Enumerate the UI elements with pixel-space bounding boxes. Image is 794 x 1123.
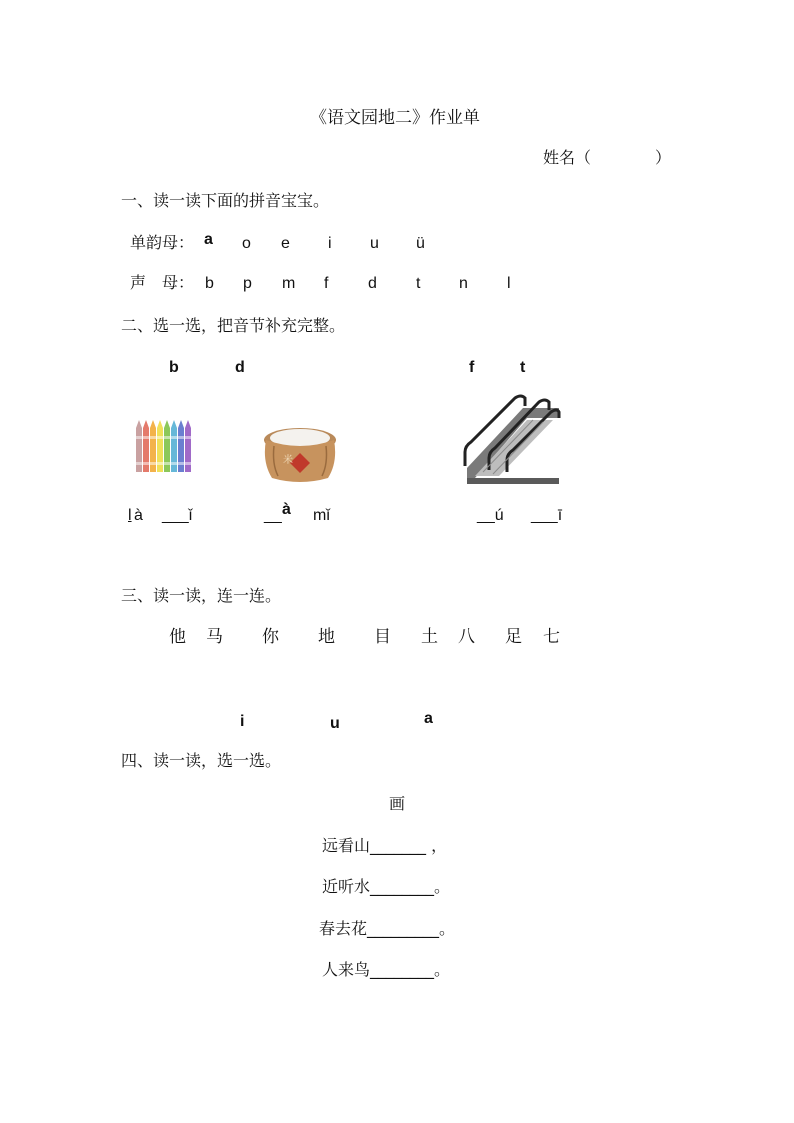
vowel-a: a (204, 231, 213, 248)
char-di: 地 (318, 627, 335, 647)
page-title: 《语文园地二》作业单 (310, 108, 480, 128)
char-ba: 八 (458, 627, 475, 647)
name-close: ） (655, 148, 672, 167)
consonant-n: n (459, 275, 468, 292)
blank-escalator-1[interactable]: __ú (477, 507, 504, 524)
name-label: 姓名（ (543, 148, 592, 167)
char-qi: 七 (543, 627, 560, 647)
poem-title: 画 (389, 794, 406, 813)
final-a: a (424, 710, 433, 727)
consonant-m: m (282, 275, 296, 292)
consonant-label: 声 母： (130, 273, 195, 292)
option-b: b (169, 359, 179, 376)
option-f: f (469, 359, 475, 376)
consonant-l: l (507, 275, 511, 292)
poem-line-2[interactable]: 近听水________。 (322, 877, 451, 896)
char-tu: 土 (421, 627, 438, 647)
section1-heading: 一、读一读下面的拼音宝宝。 (121, 191, 330, 210)
consonant-b: b (205, 275, 214, 292)
option-t: t (520, 359, 526, 376)
consonant-p: p (243, 275, 252, 292)
char-ma: 马 (206, 627, 223, 647)
vowel-u: u (370, 235, 379, 252)
blank-rice-1[interactable]: __ (264, 507, 282, 524)
rice-sack-label: 米 (283, 455, 293, 466)
consonant-f: f (324, 275, 329, 292)
blank-crayons-1-lead: l (128, 507, 132, 524)
escalator-image (463, 392, 563, 484)
blank-rice-1-tone: à (282, 501, 291, 518)
char-ni: 你 (262, 627, 279, 647)
section2-heading: 二、选一选，把音节补充完整。 (121, 316, 346, 335)
rice-sack-image (260, 422, 340, 484)
vowel-o: o (242, 235, 251, 252)
vowel-e: e (281, 235, 290, 252)
final-u: u (330, 715, 340, 732)
vowel-i: i (328, 235, 332, 252)
blank-escalator-2[interactable]: ___ī (531, 507, 563, 524)
blank-rice-2: mǐ (313, 507, 330, 524)
poem-line-3[interactable]: 春去花_________。 (319, 919, 456, 938)
vowel-u-umlaut: ü (416, 235, 425, 252)
poem-line-1[interactable]: 远看山_______ ， (322, 836, 448, 855)
char-zu: 足 (505, 627, 522, 647)
consonant-t: t (416, 275, 421, 292)
char-mu: 目 (374, 627, 391, 647)
crayons-image (134, 418, 196, 476)
consonant-d: d (368, 275, 377, 292)
section4-heading: 四、读一读，选一选。 (121, 751, 282, 770)
char-ta: 他 (169, 627, 186, 647)
section3-heading: 三、读一读，连一连。 (121, 586, 282, 605)
poem-line-4[interactable]: 人来鸟________。 (322, 960, 451, 979)
blank-crayons-2[interactable]: ___ǐ (162, 507, 193, 524)
option-d: d (235, 359, 245, 376)
vowel-label: 单韵母： (130, 233, 195, 252)
blank-crayons-1-tone: à (134, 507, 143, 524)
final-i: i (240, 713, 245, 730)
